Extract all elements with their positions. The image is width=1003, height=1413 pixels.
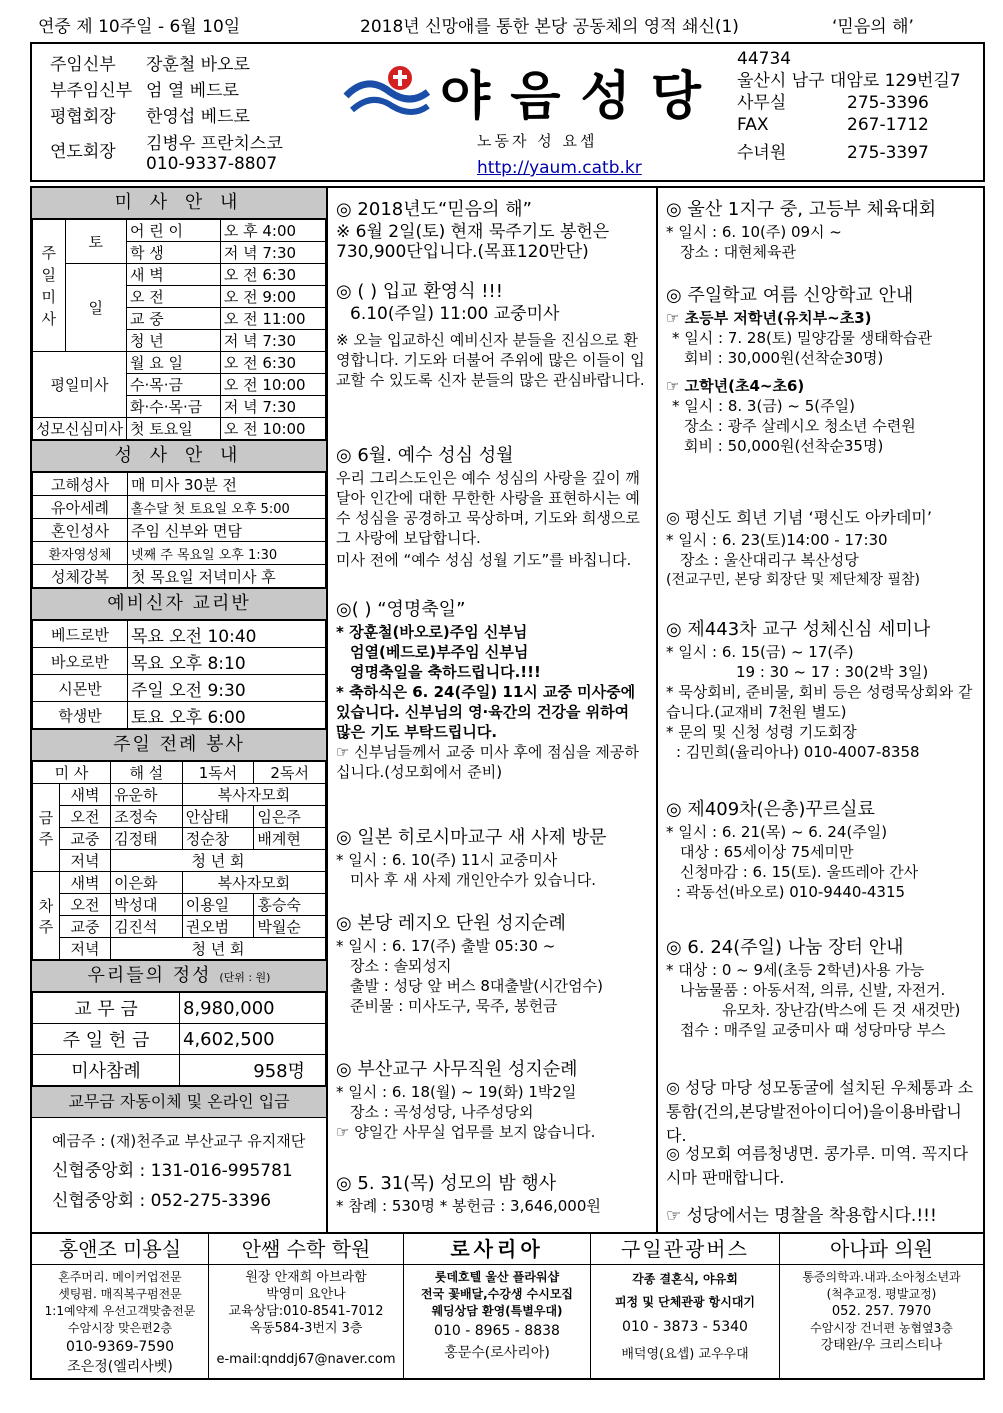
notice-body: * 참례 : 530명 * 봉헌금 : 3,646,000원 <box>336 1197 601 1215</box>
ad-flower-shop <box>404 1234 591 1378</box>
ad-line: 원장 안재희 아브라함 <box>245 1270 367 1285</box>
ad-phone: 052. 257. 7970 <box>831 1304 932 1319</box>
advertisement-strip <box>30 1234 985 1380</box>
next-week-label: 차 주 <box>33 872 60 960</box>
notice-body: : 곽동선(바오로) 010-9440-4315 <box>676 883 906 901</box>
chair-name: 김병우 프란치스코 <box>146 134 283 154</box>
sacrament-title: 성 사 안 내 <box>32 440 326 472</box>
ad-title: 홍앤조 미용실 <box>32 1234 208 1265</box>
column-header: 해 설 <box>111 762 183 784</box>
notice-body: 대상 : 65세이상 75세미만 <box>680 843 854 861</box>
mass-name: 수·목·금 <box>126 374 220 396</box>
assistant-pastor-name: 엄 열 베드로 <box>146 81 239 101</box>
notice-heading: ◎ 성당 마당 성모동굴에 설치된 우체통과 소통함(건의,본당발전아이디어)을이용바랍니다. <box>666 1078 974 1145</box>
ad-line: 혼주머리. 메이커업전문 <box>58 1270 182 1284</box>
offering-title <box>32 960 326 992</box>
fax-number: 267-1712 <box>847 115 929 135</box>
ad-line: 수암시장 건너편 농협옆3층 <box>810 1321 953 1335</box>
clergy-list <box>50 52 283 174</box>
sacrament-name: 고해성사 <box>33 473 128 496</box>
suggestion-box-notice <box>666 1076 975 1148</box>
notice-body: 나눔물품 : 아동서적, 의류, 신발, 자전거. <box>680 981 946 999</box>
reader-2: 박월순 <box>254 916 326 938</box>
ad-line: 롯데호텔 울산 플라워샵 <box>434 1270 560 1284</box>
mass-time: 오 후 4:00 <box>220 220 325 242</box>
reader-2: 배계현 <box>254 828 326 850</box>
weekday-mass-label: 평일미사 <box>33 352 127 418</box>
convent-phone: 275-3397 <box>847 143 929 163</box>
youth-group: 청 년 회 <box>111 938 326 960</box>
top-header <box>0 4 1003 38</box>
mass-name: 첫 토요일 <box>126 418 220 440</box>
readers: 복사자모회 <box>182 784 325 806</box>
notice-body: * 묵상회비, 준비물, 회비 등은 성령묵상회와 같습니다.(교재비 7천원 별도) <box>666 683 973 721</box>
mass-time: 오 전 9:00 <box>220 286 325 308</box>
mass-name: 교 중 <box>126 308 220 330</box>
mass-time: 저 녁 7:30 <box>220 396 325 418</box>
faith-year-notice <box>336 198 648 262</box>
role-label: 부주임신부 <box>50 81 133 101</box>
offering-amount: 8,980,000 <box>180 993 326 1024</box>
notice-heading: ◎ 2018년도“믿음의 해” <box>336 199 532 220</box>
mass-slot: 교중 <box>60 916 111 938</box>
class-name: 바오로반 <box>33 648 128 675</box>
mass-time: 오 전 10:00 <box>220 374 325 396</box>
feast-day-notice <box>336 598 648 782</box>
class-name: 베드로반 <box>33 621 128 648</box>
offering-table <box>32 992 326 1086</box>
notice-body: * 일시 : 6. 15(금) ~ 17(주) <box>666 643 854 661</box>
mass-attendance: 958명 <box>180 1055 326 1086</box>
reader-2: 홍승숙 <box>254 894 326 916</box>
liturgy-service-table <box>32 761 326 960</box>
church-title: 야음성당 <box>440 67 721 127</box>
notice-body: 유모차. 장난감(박스에 든 것 새것만) <box>722 1001 961 1019</box>
middle-column <box>328 186 658 1234</box>
notice-body: * 일시 : 6. 21(목) ~ 6. 24(주일) <box>666 823 888 841</box>
liturgy-service-title: 주일 전례 봉사 <box>32 729 326 761</box>
mass-slot: 교중 <box>60 828 111 850</box>
right-column <box>658 186 985 1234</box>
notice-body: (전교구민, 본당 회장단 및 제단체장 필참) <box>666 572 921 588</box>
summer-school-notice <box>666 284 975 456</box>
notice-body: * 일시 : 6. 17(주) 출발 05:30 ~ <box>336 937 556 955</box>
sacrament-time: 매 미사 30분 전 <box>128 473 326 496</box>
sacrament-time: 첫 목요일 저녁미사 후 <box>128 565 326 588</box>
notice-body: 장소 : 광주 살레시오 청소년 수련원 <box>684 417 916 435</box>
patron-saint: 노동자 성 요셉 <box>477 132 598 150</box>
mass-time: 오 전 6:30 <box>220 352 325 374</box>
mass-name: 월 요 일 <box>126 352 220 374</box>
notice-body: ☞ 신부님들께서 교중 미사 후에 점심을 제공하십니다.(성모회에서 준비) <box>336 743 639 781</box>
notice-body: * 일시 : 6. 10(주) 11시 교중미사 <box>336 851 558 869</box>
mass-slot: 새벽 <box>60 872 111 894</box>
notice-heading: ◎ 제443차 교구 성체신심 세미나 <box>666 619 931 640</box>
bank-info <box>32 1118 326 1216</box>
offering-label: 주 일 헌 금 <box>33 1024 180 1055</box>
bank-title: 교무금 자동이체 및 온라인 입금 <box>32 1086 326 1118</box>
commentator: 조정숙 <box>111 806 183 828</box>
reader-1: 정순창 <box>182 828 254 850</box>
notice-body: 19 : 30 ~ 17 : 30(2박 3일) <box>736 663 929 681</box>
offering-label: 교 무 금 <box>33 993 180 1024</box>
liturgical-week: 연중 제 10주일 - 6월 10일 <box>38 17 241 37</box>
notice-heading: ◎ 울산 1지구 중, 고등부 체육대회 <box>666 199 937 220</box>
notice-heading: ◎ 제409차(은총)꾸르실료 <box>666 799 875 820</box>
sunday-label: 일 <box>65 264 126 352</box>
notice-heading: ◎ 부산교구 사무직원 성지순례 <box>336 1059 578 1080</box>
ad-phone: 010-9369-7590 <box>65 1339 175 1355</box>
notice-body: 회비 : 30,000원(선착순30명) <box>684 349 884 367</box>
notice-body: 접수 : 매주일 교중미사 때 성당마당 부스 <box>680 1021 946 1039</box>
chair-phone: 010-9337-8807 <box>146 154 278 174</box>
offering-label: 미사참례 <box>33 1055 180 1086</box>
role-label: 주임신부 <box>50 55 116 75</box>
notice-body: : 김민희(율리아나) 010-4007-8358 <box>676 743 920 761</box>
offering-amount: 4,602,500 <box>180 1024 326 1055</box>
sacrament-table <box>32 472 326 588</box>
ad-phone: 010 - 8965 - 8838 <box>434 1323 560 1339</box>
notice-heading: ◎ 성모회 여름청냉면. 콩가루. 미역. 꼭지다시마 판매합니다. <box>666 1144 968 1187</box>
ad-owner: 배덕영(요셉) 교우우대 <box>621 1347 749 1362</box>
mass-slot: 오전 <box>60 806 111 828</box>
notice-body: * 대상 : 0 ~ 9세(초등 2학년)사용 가능 <box>666 961 925 979</box>
notice-body: 장소 : 솔뫼성지 <box>350 957 452 975</box>
column-header: 미 사 <box>33 762 111 784</box>
ad-line: 셋팅펌. 매직복구펌전문 <box>58 1287 182 1301</box>
notice-body: * 일시 : 6. 23(토)14:00 - 17:30 <box>666 531 888 549</box>
ad-owner: 조은정(엘리사벳) <box>67 1359 173 1375</box>
notice-heading: ◎ 6. 24(주일) 나눔 장터 안내 <box>666 937 904 958</box>
ad-line: 옥동584-3번지 3층 <box>249 1321 363 1336</box>
reader-2: 임은주 <box>254 806 326 828</box>
contact-info <box>737 48 961 164</box>
legio-pilgrimage-notice <box>336 912 648 1016</box>
website-link[interactable]: http://yaum.catb.kr <box>477 158 642 178</box>
year-theme: ‘믿음의 해’ <box>832 17 914 37</box>
mass-slot: 저녁 <box>60 850 111 872</box>
notice-body: * 축하식은 6. 24(주일) 11시 교중 미사중에 있습니다. 신부님의 영·육간의 건강을 위하여 많은 기도 부탁드립니다. <box>336 683 636 741</box>
notice-body: ※ 6월 2일(토) 현재 묵주기도 봉헌은730,900단입니다.(목표120만단) <box>336 222 610 262</box>
reader-1: 안삼태 <box>182 806 254 828</box>
notice-subheading: ☞ 고학년(초4~초6) <box>666 377 805 395</box>
ad-line: 통증의학과.내과.소아청소년과 <box>802 1270 961 1284</box>
sharing-market-notice <box>666 936 975 1040</box>
notice-subheading: 6.10(주일) 11:00 교중미사 <box>350 304 560 324</box>
sacrament-name: 유아세례 <box>33 496 128 519</box>
ad-line: 각종 결혼식, 야유회 <box>632 1272 738 1286</box>
notice-heading: ◎( ) “영명축일” <box>336 599 466 620</box>
mary-night-notice <box>336 1172 648 1216</box>
notice-body: * 문의 및 신청 성령 기도회장 <box>666 723 857 741</box>
reader-1: 이용일 <box>182 894 254 916</box>
notice-body: * 일시 : 6. 18(월) ~ 19(화) 1박2일 <box>336 1083 577 1101</box>
ad-clinic <box>780 1234 983 1378</box>
mass-slot: 오전 <box>60 894 111 916</box>
notice-body: * 일시 : 6. 10(주) 09시 ~ <box>666 223 842 241</box>
ad-line: 전국 꽃배달,수강생 수시모집 <box>420 1287 574 1301</box>
readers: 복사자모회 <box>182 872 325 894</box>
notice-body: 준비물 : 미사도구, 묵주, 봉헌금 <box>350 997 558 1015</box>
mass-time: 저 녁 7:30 <box>220 330 325 352</box>
ad-line: 1:1예약제 우선고객맞춤전문 <box>44 1304 196 1318</box>
reader-1: 권오범 <box>182 916 254 938</box>
class-time: 목요 오전 10:40 <box>128 621 326 648</box>
ad-line: (척추교정. 평발교정) <box>826 1287 937 1301</box>
commentator: 유운하 <box>111 784 183 806</box>
address: 울산시 남구 대암로 129번길7 <box>737 71 961 91</box>
notice-body: ☞ 양일간 사무실 업무를 보지 않습니다. <box>336 1123 596 1141</box>
masthead <box>30 42 985 182</box>
commentator: 이은화 <box>111 872 183 894</box>
sacrament-time: 넷째 주 목요일 오후 1:30 <box>128 542 326 565</box>
notice-body: 출발 : 성당 앞 버스 8대출발(시간엄수) <box>350 977 604 995</box>
eucharist-seminar-notice <box>666 618 975 762</box>
ad-phone: 교육상담:010-8541-7012 <box>228 1304 384 1319</box>
this-week-label: 금 주 <box>33 784 60 872</box>
catechism-table <box>32 620 326 729</box>
role-label: 평협회장 <box>50 107 116 127</box>
mass-name: 학 생 <box>126 242 220 264</box>
ad-phone: 010 - 3873 - 5340 <box>622 1319 748 1335</box>
catechism-title: 예비신자 교리반 <box>32 588 326 620</box>
notice-body: * 일시 : 8. 3(금) ~ 5(주일) <box>672 397 855 415</box>
mothers-club-sale-notice <box>666 1142 975 1190</box>
church-logo <box>332 54 721 134</box>
notice-body: * 장훈철(바오로)주임 신부님 <box>336 623 528 641</box>
role-label: 연도회장 <box>50 142 116 162</box>
mass-slot: 새벽 <box>60 784 111 806</box>
notice-heading: ◎ 일본 히로시마교구 새 사제 방문 <box>336 827 607 848</box>
pastor-name: 장훈철 바오로 <box>146 55 250 75</box>
notice-heading: ◎ 주일학교 여름 신앙학교 안내 <box>666 285 914 306</box>
commentator: 김진석 <box>111 916 183 938</box>
sacrament-time: 주임 신부와 면담 <box>128 519 326 542</box>
ad-title: 아나파 의원 <box>780 1234 983 1265</box>
notice-body: 엄열(베드로)부주임 신부님 <box>350 643 529 661</box>
ad-title: 로사리아 <box>404 1234 590 1265</box>
class-time: 주일 오전 9:30 <box>128 675 326 702</box>
name-tag-notice <box>666 1204 975 1228</box>
ad-line: 수암시장 맞은편2층 <box>67 1321 173 1335</box>
class-time: 목요 오후 8:10 <box>128 648 326 675</box>
mass-name: 어 린 이 <box>126 220 220 242</box>
saturday-label: 토 <box>65 220 126 264</box>
notice-body: 미사 후 새 사제 개인안수가 있습니다. <box>350 871 596 889</box>
notice-heading: ◎ 6월. 예수 성심 성월 <box>336 445 514 466</box>
notice-body: 우리 그리스도인은 예수 성심의 사랑을 깊이 깨달아 인간에 대한 무한한 사랑을 표현하시는 예수 성심을 공경하고 묵상하며, 기도와 희생으로 그 사랑에 보답합니다. <box>336 469 640 547</box>
office-phone: 275-3396 <box>847 93 929 113</box>
mass-schedule-table <box>32 219 326 440</box>
bank-account: 신협중앙회 : 052-275-3396 <box>52 1191 272 1211</box>
ad-line: 피정 및 단체관광 항시대기 <box>614 1295 756 1309</box>
wave-cross-icon <box>342 62 432 126</box>
diocese-staff-pilgrimage-notice <box>336 1058 648 1142</box>
column-header: 1독서 <box>182 762 254 784</box>
sacrament-name: 환자영성체 <box>33 542 128 565</box>
mass-time: 오 전 11:00 <box>220 308 325 330</box>
notice-heading: ◎ 본당 레지오 단원 성지순례 <box>336 913 566 934</box>
fax-label: FAX <box>737 115 769 135</box>
class-time: 토요 오후 6:00 <box>128 702 326 729</box>
council-president-name: 한영섭 베드로 <box>146 107 250 127</box>
ad-email: e-mail:qnddj67@naver.com <box>216 1352 396 1367</box>
notice-body: 영명축일을 축하드립니다.!!! <box>350 663 541 681</box>
bank-owner: 예금주 : (재)천주교 부산교구 유지재단 <box>52 1132 306 1150</box>
convent-label: 수녀원 <box>737 143 787 163</box>
ad-owner: 홍문수(로사리아) <box>444 1345 550 1361</box>
sunday-mass-label: 주일미사 <box>33 220 66 352</box>
notice-body: 장소 : 대현체육관 <box>680 243 797 261</box>
notice-body: 장소 : 곡성성당, 나주성당외 <box>350 1103 534 1121</box>
commentator: 박성대 <box>111 894 183 916</box>
sacrament-name: 성체강복 <box>33 565 128 588</box>
sports-day-notice <box>666 198 975 262</box>
bank-account: 신협중앙회 : 131-016-995781 <box>52 1161 293 1181</box>
ad-title: 안쌤 수학 학원 <box>209 1234 403 1265</box>
notice-heading: ◎ 5. 31(목) 성모의 밤 행사 <box>336 1173 557 1194</box>
postcode: 44734 <box>737 49 792 69</box>
pastoral-theme: 2018년 신망애를 통한 본당 공동체의 영적 쇄신(1) <box>360 17 739 37</box>
notice-heading: ☞ 성당에서는 명찰을 착용합시다.!!! <box>666 1206 937 1226</box>
notice-body: 신청마감 : 6. 15(토). 울뜨레아 간사 <box>680 863 919 881</box>
notice-heading: ◎ ( ) 입교 환영식 !!! <box>336 281 503 302</box>
mass-time: 오 전 6:30 <box>220 264 325 286</box>
offering-title-text: 우리들의 정성 <box>87 965 212 986</box>
ad-tour-bus <box>591 1234 780 1378</box>
notice-body: * 일시 : 7. 28(토) 밀양감물 생태학습관 <box>672 329 933 347</box>
class-name: 학생반 <box>33 702 128 729</box>
cursillo-notice <box>666 798 975 902</box>
commentator: 김정태 <box>111 828 183 850</box>
notice-heading: ◎ 평신도 희년 기념 ‘평신도 아카데미’ <box>666 508 932 527</box>
mass-name: 청 년 <box>126 330 220 352</box>
mass-name: 오 전 <box>126 286 220 308</box>
class-name: 시몬반 <box>33 675 128 702</box>
mass-schedule-title: 미 사 안 내 <box>32 188 326 219</box>
marian-mass-label: 성모신심미사 <box>33 418 127 440</box>
ad-line: 박영미 요안나 <box>266 1287 346 1302</box>
notice-body: 장소 : 울산대리구 복산성당 <box>680 551 859 569</box>
column-header: 2독서 <box>254 762 326 784</box>
sacrament-name: 혼인성사 <box>33 519 128 542</box>
left-column <box>30 186 328 1234</box>
youth-group: 청 년 회 <box>111 850 326 872</box>
notice-subheading: ☞ 초등부 저학년(유치부~초3) <box>666 309 872 327</box>
ad-line: 웨딩상담 환영(특별우대) <box>431 1304 563 1318</box>
mass-time: 저 녁 7:30 <box>220 242 325 264</box>
welcome-notice <box>336 280 648 390</box>
notice-body: 미사 전에 “예수 성심 성월 기도”를 바칩니다. <box>336 551 632 569</box>
sacred-heart-notice <box>336 444 648 570</box>
notice-body: 회비 : 50,000원(선착순35명) <box>684 437 884 455</box>
sacrament-time: 홀수달 첫 토요일 오후 5:00 <box>128 496 326 519</box>
ad-owner: 강태완/우 크리스티나 <box>820 1338 943 1353</box>
ad-title: 구일관광버스 <box>591 1234 779 1265</box>
ad-hair-salon <box>32 1234 209 1378</box>
notice-body: ※ 오늘 입교하신 예비신자 분들을 진심으로 환영합니다. 기도와 더불어 주위에 많은 이들이 입교할 수 있도록 신자 분들의 많은 관심바랍니다. <box>336 331 645 389</box>
mass-name: 새 벽 <box>126 264 220 286</box>
ad-math-academy <box>209 1234 404 1378</box>
mass-time: 오 전 10:00 <box>220 418 325 440</box>
new-priest-visit-notice <box>336 826 648 890</box>
mass-name: 화·수·목·금 <box>126 396 220 418</box>
laity-academy-notice <box>666 506 975 590</box>
office-label: 사무실 <box>737 93 787 113</box>
mass-slot: 저녁 <box>60 938 111 960</box>
offering-unit: (단위 : 원) <box>219 971 271 984</box>
